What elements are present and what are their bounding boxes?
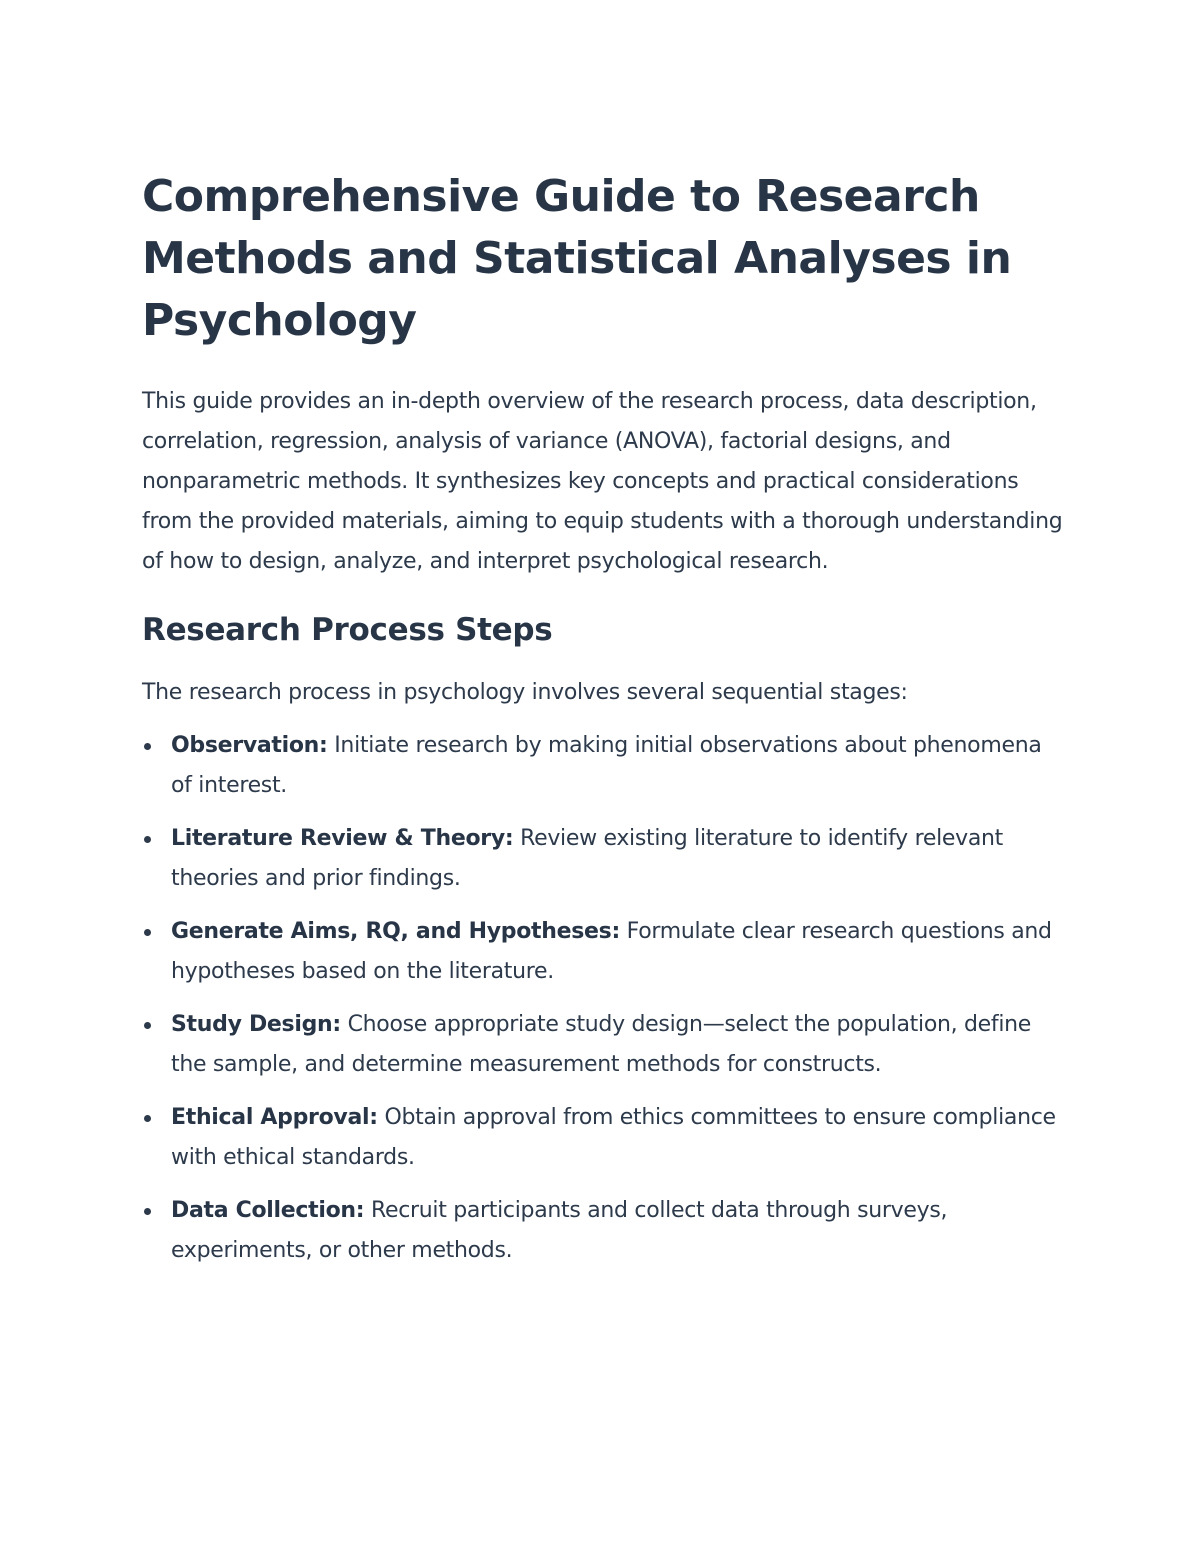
document-title: Comprehensive Guide to Research Methods and Statistical Analyses in Psychology bbox=[142, 171, 1012, 346]
bullet-icon bbox=[144, 1022, 151, 1029]
document-page bbox=[142, 166, 1067, 1284]
bullet-icon bbox=[144, 836, 151, 843]
list-item-term: Observation: bbox=[171, 733, 328, 758]
list-item bbox=[142, 1098, 1067, 1178]
bullet-icon bbox=[144, 1208, 151, 1215]
list-item-term: Generate Aims, RQ, and Hypotheses: bbox=[171, 919, 620, 944]
list-item-term: Data Collection: bbox=[171, 1198, 365, 1223]
list-item-text: Review existing literature to identify relevant theories and prior findings. bbox=[171, 826, 1003, 891]
intro-paragraph: This guide provides an in-depth overview of the research process, data description, correlation, regression, analysis of variance (ANOVA), factorial designs, and nonparametric methods. It synthesizes key concepts and practical considerations from the provided materials, aiming to equip students with a thorough understanding of how to design, analyze, and interpret psychological research. bbox=[142, 389, 1063, 574]
process-steps-list bbox=[142, 726, 1067, 1271]
list-item-text: Initiate research by making initial observations about phenomena of interest. bbox=[171, 733, 1042, 798]
list-item-text: Formulate clear research questions and hypotheses based on the literature. bbox=[171, 919, 1052, 984]
list-item bbox=[142, 819, 1067, 899]
list-item-term: Literature Review & Theory: bbox=[171, 826, 514, 851]
list-item-text: Recruit participants and collect data through surveys, experiments, or other methods. bbox=[171, 1198, 948, 1263]
list-item bbox=[142, 912, 1067, 992]
list-item bbox=[142, 726, 1067, 806]
list-item-text: Choose appropriate study design—select the population, define the sample, and determine measurement methods for constructs. bbox=[171, 1012, 1032, 1077]
list-item bbox=[142, 1191, 1067, 1271]
list-item-term: Ethical Approval: bbox=[171, 1105, 378, 1130]
bullet-icon bbox=[144, 743, 151, 750]
section-lead: The research process in psychology involves several sequential stages: bbox=[142, 680, 908, 705]
bullet-icon bbox=[144, 929, 151, 936]
list-item-term: Study Design: bbox=[171, 1012, 341, 1037]
section-heading: Research Process Steps bbox=[142, 612, 553, 648]
list-item bbox=[142, 1005, 1067, 1085]
list-item-text: Obtain approval from ethics committees to ensure compliance with ethical standards. bbox=[171, 1105, 1056, 1170]
bullet-icon bbox=[144, 1115, 151, 1122]
